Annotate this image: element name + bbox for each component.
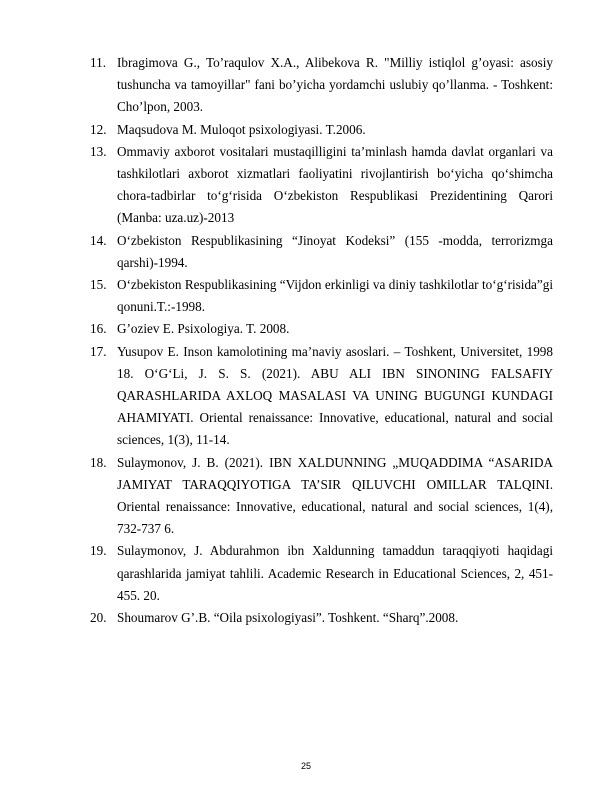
reference-number: 18. <box>90 454 107 470</box>
reference-text: Ibragimova G., To’raqulov X.A., Alibekova R. "Milliy istiqlol g’oyasi: asosiy tushuncha va tamoyillar" fani bo’yicha yordamchi uslubiy qo’llanma. - Toshkent: Cho’lpon, 2003. <box>117 55 553 115</box>
reference-text: Maqsudova M. Muloqot psixologiyasi. T.2006. <box>117 121 366 137</box>
reference-text: Sulaymonov, J. B. (2021). IBN XALDUNNING „MUQADDIMA “ASARIDA JAMIYAT TARAQQIYOTIGA TA’SIR QILUVCHI OMILLAR TALQINI. Oriental renaissance: Innovative, educational, natural and social sciences, 1(4), 732-737 6. <box>117 454 553 537</box>
reference-text: Ommaviy axborot vositalari mustaqilligini ta’minlash hamda davlat organlari va tashkilotlari axborot xizmatlari faoliyatini rivojlantirish bo‘yicha qo‘shimcha chora-tadbirlar to‘g‘risida O‘zbekiston Respublikasi Prezidentining Qarori (Manba: uza.uz)-2013 <box>117 143 553 226</box>
reference-number: 20. <box>90 610 107 626</box>
reference-item <box>90 452 553 541</box>
reference-number: 19. <box>90 543 107 559</box>
reference-number: 14. <box>90 232 107 248</box>
reference-item <box>90 141 553 230</box>
reference-text: Yusupov E. Inson kamolotining ma’naviy asoslari. – Toshkent, Universitet, 1998 18. O‘G‘Li, J. S. S. (2021). ABU ALI IBN SINONING FALSAFIY QARASHLARIDA AXLOQ MASALASI VA UNING BUGUNGI KUNDAGI AHAMIYATI. Oriental renaissance: Innovative, educational, natural and social sciences, 1(3), 11-14. <box>117 343 553 448</box>
reference-number: 17. <box>90 343 107 359</box>
reference-list <box>90 52 553 629</box>
reference-item <box>90 607 553 629</box>
page-number: 25 <box>300 761 311 771</box>
reference-number: 11. <box>90 55 106 70</box>
reference-item <box>90 274 553 318</box>
reference-text: Shoumarov G’.B. “Oila psixologiyasi”. Toshkent. “Sharq”.2008. <box>117 610 459 626</box>
reference-text: O‘zbekiston Respublikasining “Jinoyat Kodeksi” (155 -modda, terrorizmga qarshi)-1994. <box>117 232 553 270</box>
reference-text: Sulaymonov, J. Abdurahmon ibn Xaldunning tamaddun taraqqiyoti haqidagi qarashlarida jamiyat tahlili. Academic Research in Educational Sciences, 2, 451-455. 20. <box>117 543 553 603</box>
reference-number: 12. <box>90 121 107 137</box>
reference-number: 15. <box>90 277 107 293</box>
reference-number: 16. <box>90 321 107 337</box>
reference-item <box>90 119 553 141</box>
reference-number: 13. <box>90 143 107 159</box>
reference-item <box>90 230 553 274</box>
reference-item <box>90 341 553 452</box>
reference-item <box>90 540 553 607</box>
reference-item <box>90 52 553 119</box>
reference-text: G’oziev E. Psixologiya. T. 2008. <box>117 321 290 337</box>
reference-text: O‘zbekiston Respublikasining “Vijdon erkinligi va diniy tashkilotlar to‘g‘risida”gi qonuni.T.:-1998. <box>117 277 553 315</box>
reference-item <box>90 318 553 340</box>
